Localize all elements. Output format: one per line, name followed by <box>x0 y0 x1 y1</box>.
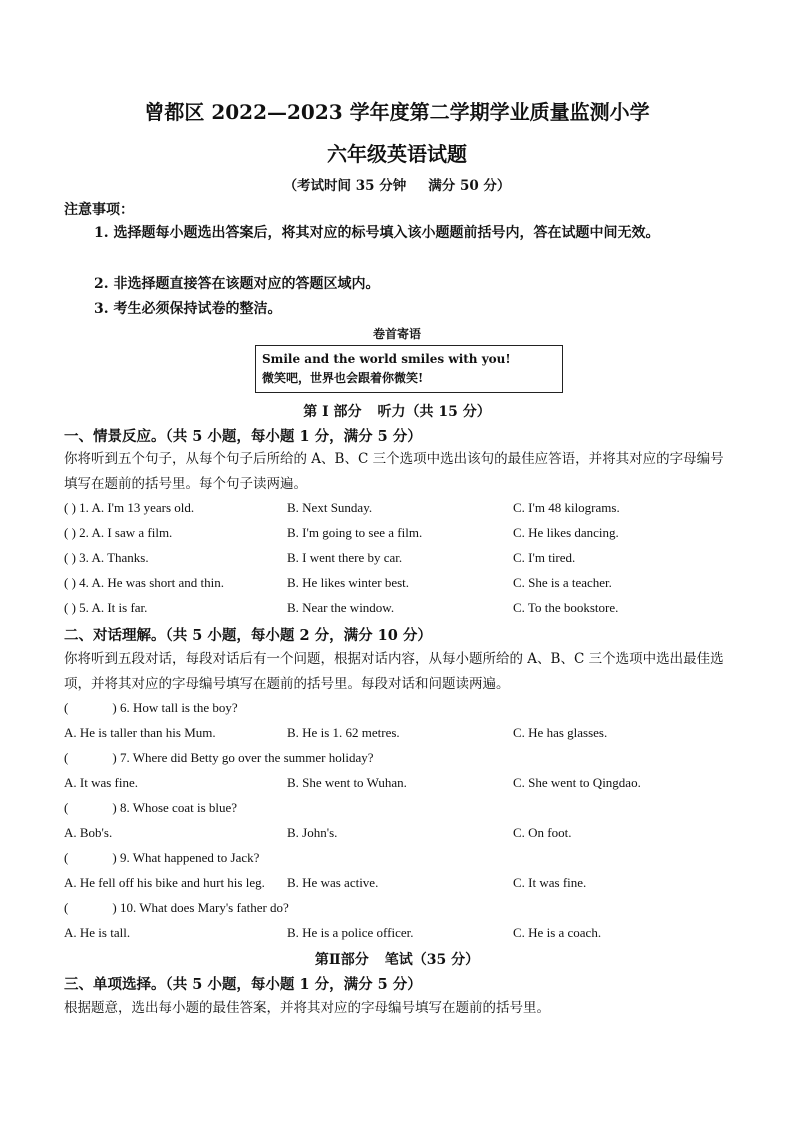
exam-subtitle <box>0 174 794 194</box>
question-row <box>64 500 744 520</box>
option-a: ( ) 5. A. It is far. <box>64 600 148 615</box>
motto-box <box>255 345 563 393</box>
part1-name: 听力（共 15 分） <box>377 404 491 420</box>
question-text: 9. What happened to Jack? <box>119 850 260 865</box>
option-a: ( ) 1. A. I'm 13 years old. <box>64 500 195 515</box>
question-row <box>64 575 744 595</box>
part2-name: 笔试（35 分） <box>384 952 480 968</box>
part2-heading <box>0 949 794 969</box>
option-a: A. He is taller than his Mum. <box>64 725 216 740</box>
option-c: C. He is a coach. <box>513 925 602 940</box>
question-row <box>64 525 744 545</box>
option-a: ( ) 4. A. He was short and thin. <box>64 575 224 590</box>
question-row <box>64 775 744 795</box>
question-row <box>64 600 744 620</box>
option-a: A. He is tall. <box>64 925 131 940</box>
question-stem: ( ) 6. How tall is the boy? <box>64 700 238 715</box>
full-score: 满分 50 分） <box>428 178 511 194</box>
option-a: ( ) 2. A. I saw a film. <box>64 525 173 540</box>
section3-instruction: 根据题意，选出每小题的最佳答案，并将其对应的字母编号填写在题前的括号里。 <box>64 1000 550 1016</box>
question-stem: ( ) 7. Where did Betty go over the summer holiday? <box>64 750 374 765</box>
motto-title: 卷首寄语 <box>372 327 421 341</box>
question-stem: ( ) 9. What happened to Jack? <box>64 850 260 865</box>
question-row <box>64 925 744 945</box>
exam-time: （考试时间 35 分钟 <box>283 178 407 194</box>
section3-heading: 三、单项选择。（共 5 小题，每小题 1 分，满分 5 分） <box>64 976 422 993</box>
option-c: C. I'm tired. <box>513 550 576 565</box>
option-a: A. Bob's. <box>64 825 113 840</box>
option-b: B. Near the window. <box>287 600 395 615</box>
option-a: A. It was fine. <box>64 775 139 790</box>
option-c: C. He has glasses. <box>513 725 608 740</box>
question-row <box>64 875 744 895</box>
question-row <box>64 825 744 845</box>
question-text: 7. Where did Betty go over the summer holiday? <box>119 750 374 765</box>
motto-chinese: 微笑吧，世界也会跟着你微笑! <box>262 371 424 385</box>
question-text: 6. How tall is the boy? <box>119 700 238 715</box>
notes-heading: 注意事项： <box>64 202 134 218</box>
option-b: B. Next Sunday. <box>287 500 373 515</box>
question-stem: ( ) 8. Whose coat is blue? <box>64 800 238 815</box>
option-b: B. She went to Wuhan. <box>287 775 407 790</box>
option-c: C. It was fine. <box>513 875 587 890</box>
section2-heading: 二、对话理解。（共 5 小题，每小题 2 分，满分 10 分） <box>64 627 432 644</box>
option-c: C. On foot. <box>513 825 572 840</box>
section2-instruction: 你将听到五段对话，每段对话后有一个问题，根据对话内容，从每小题所给的 A、B、C 三个选项中选出最佳选项，并将其对应的字母编号填写在题前的括号里。每段对话和问题读两遍。 <box>64 651 724 692</box>
part1-heading <box>0 401 794 421</box>
question-row <box>64 550 744 570</box>
question-text: 10. What does Mary's father do? <box>119 900 289 915</box>
question-text: 8. Whose coat is blue? <box>119 800 238 815</box>
option-b: B. He likes winter best. <box>287 575 410 590</box>
motto-english: Smile and the world smiles with you! <box>262 352 511 366</box>
option-b: B. He was active. <box>287 875 379 890</box>
option-b: B. I went there by car. <box>287 550 403 565</box>
question-stem: ( ) 10. What does Mary's father do? <box>64 900 289 915</box>
section1-instruction: 你将听到五个句子，从每个句子后所给的 A、B、C 三个选项中选出该句的最佳应答语，并将其对应的字母编号填写在题前的括号里。每个句子读两遍。 <box>64 451 724 492</box>
option-b: B. John's. <box>287 825 338 840</box>
note-item-3: 3. 考生必须保持试卷的整洁。 <box>94 301 282 317</box>
note-item-1: 1. 选择题每小题选出答案后，将其对应的标号填入该小题题前括号内，答在试题中间无效。 <box>94 225 660 241</box>
option-b: B. He is a police officer. <box>287 925 414 940</box>
exam-title-line2: 六年级英语试题 <box>327 142 467 166</box>
option-a: A. He fell off his bike and hurt his leg. <box>64 875 265 890</box>
exam-title-line1: 曾都区 2022—2023 学年度第二学期学业质量监测小学 <box>144 100 650 124</box>
option-a: ( ) 3. A. Thanks. <box>64 550 149 565</box>
option-c: C. She went to Qingdao. <box>513 775 641 790</box>
option-b: B. He is 1. 62 metres. <box>287 725 400 740</box>
section1-heading: 一、情景反应。（共 5 小题，每小题 1 分，满分 5 分） <box>64 428 422 445</box>
option-c: C. I'm 48 kilograms. <box>513 500 620 515</box>
option-b: B. I'm going to see a film. <box>287 525 423 540</box>
option-c: C. To the bookstore. <box>513 600 619 615</box>
part2-label: 第Ⅱ部分 <box>314 952 369 968</box>
question-row <box>64 725 744 745</box>
option-c: C. She is a teacher. <box>513 575 612 590</box>
note-item-2: 2. 非选择题直接答在该题对应的答题区域内。 <box>94 276 380 292</box>
part1-label: 第 I 部分 <box>303 404 362 420</box>
option-c: C. He likes dancing. <box>513 525 619 540</box>
